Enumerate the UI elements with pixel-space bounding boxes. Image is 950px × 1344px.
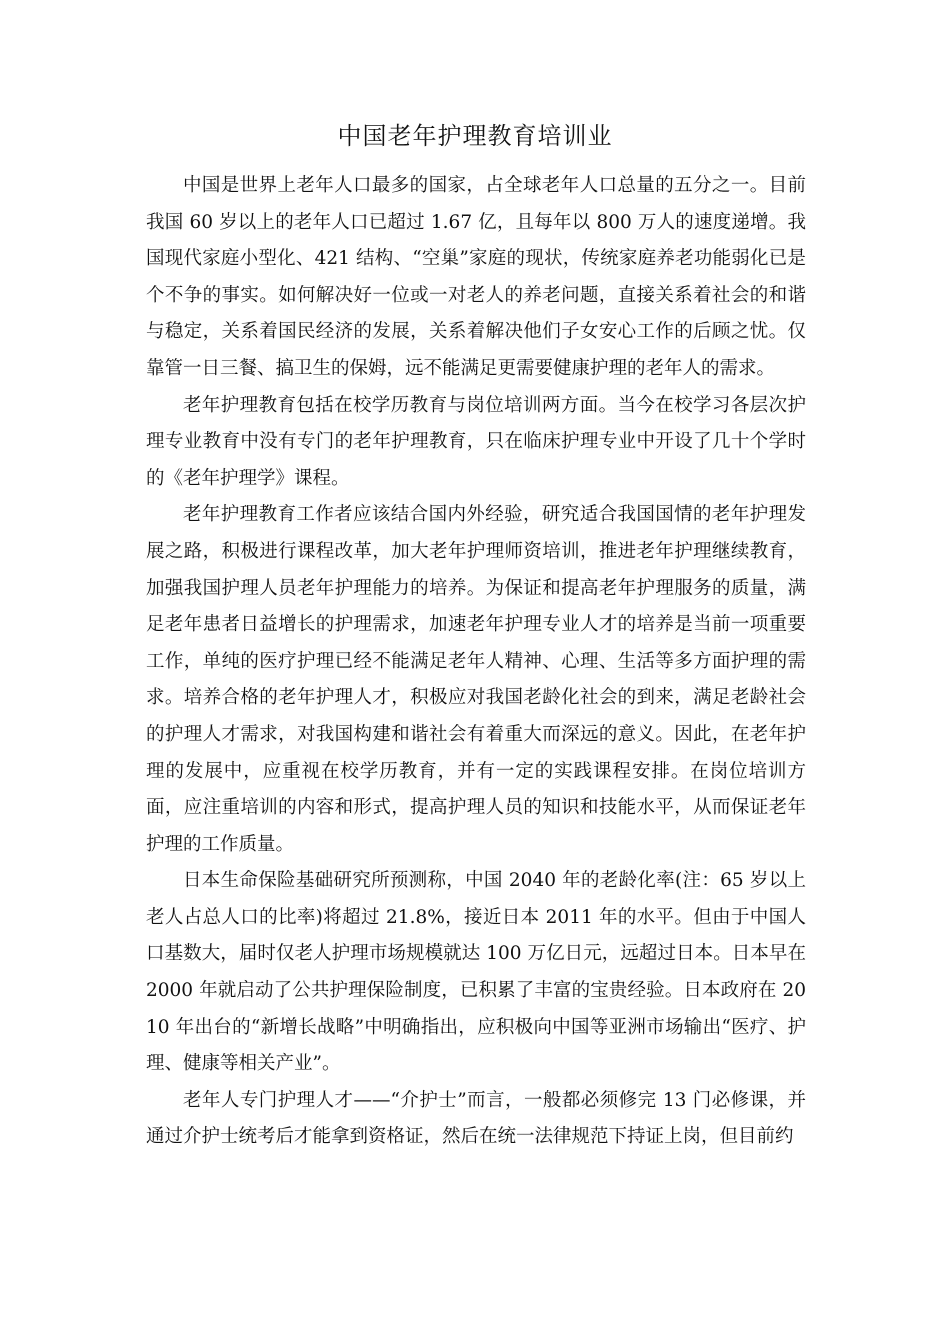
paragraph-5: 老年人专门护理人才——“介护士”而言，一般都必须修完 13 门必修课，并通过介护士统考后才能拿到资格证，然后在统一法律规范下持证上岗，但目前约 — [146, 1089, 806, 1148]
paragraph-4: 日本生命保险基础研究所预测称，中国 2040 年的老龄化率(注：65 岁以上老人占总人口的比率)将超过 21.8%，接近日本 2011 年的水平。但由于中国人口基数大，届时仅老人护理市场规模就达 100 万亿日元，远超过日本。日本早在 2000 年就启动了公共护理保险制度，已积累了丰富的宝贵经验。日本政府在 2010 年出台的“新增长战略”中明确指出，应积极向中国等亚洲市场输出“医疗、护理、健康等相关产业”。 — [146, 870, 806, 1075]
paragraph-2: 老年护理教育包括在校学历教育与岗位培训两方面。当今在校学习各层次护理专业教育中没有专门的老年护理教育，只在临床护理专业中开设了几十个学时的《老年护理学》课程。 — [146, 394, 806, 489]
paragraph-3: 老年护理教育工作者应该结合国内外经验，研究适合我国国情的老年护理发展之路，积极进行课程改革，加大老年护理师资培训，推进老年护理继续教育，加强我国护理人员老年护理能力的培养。为保证和提高老年护理服务的质量，满足老年患者日益增长的护理需求，加速老年护理专业人才的培养是当前一项重要工作，单纯的医疗护理已经不能满足老年人精神、心理、生活等多方面护理的需求。培养合格的老年护理人才，积极应对我国老龄化社会的到来，满足老龄社会的护理人才需求，对我国构建和谐社会有着重大而深远的意义。因此，在老年护理的发展中，应重视在校学历教育，并有一定的实践课程安排。在岗位培训方面，应注重培训的内容和形式，提高护理人员的知识和技能水平，从而保证老年护理的工作质量。 — [146, 504, 806, 855]
document-title: 中国老年护理教育培训业 — [337, 122, 613, 150]
document-body — [146, 168, 806, 1156]
paragraph-1: 中国是世界上老年人口最多的国家，占全球老年人口总量的五分之一。目前我国 60 岁以上的老年人口已超过 1.67 亿，且每年以 800 万人的速度递增。我国现代家庭小型化、421 结构、“空巢”家庭的现状，传统家庭养老功能弱化已是个不争的事实。如何解决好一位或一对老人的养老问题，直接关系着社会的和谐与稳定，关系着国民经济的发展，关系着解决他们子女安心工作的后顾之忧。仅靠管一日三餐、搞卫生的保姆，远不能满足更需要健康护理的老年人的需求。 — [146, 175, 806, 379]
